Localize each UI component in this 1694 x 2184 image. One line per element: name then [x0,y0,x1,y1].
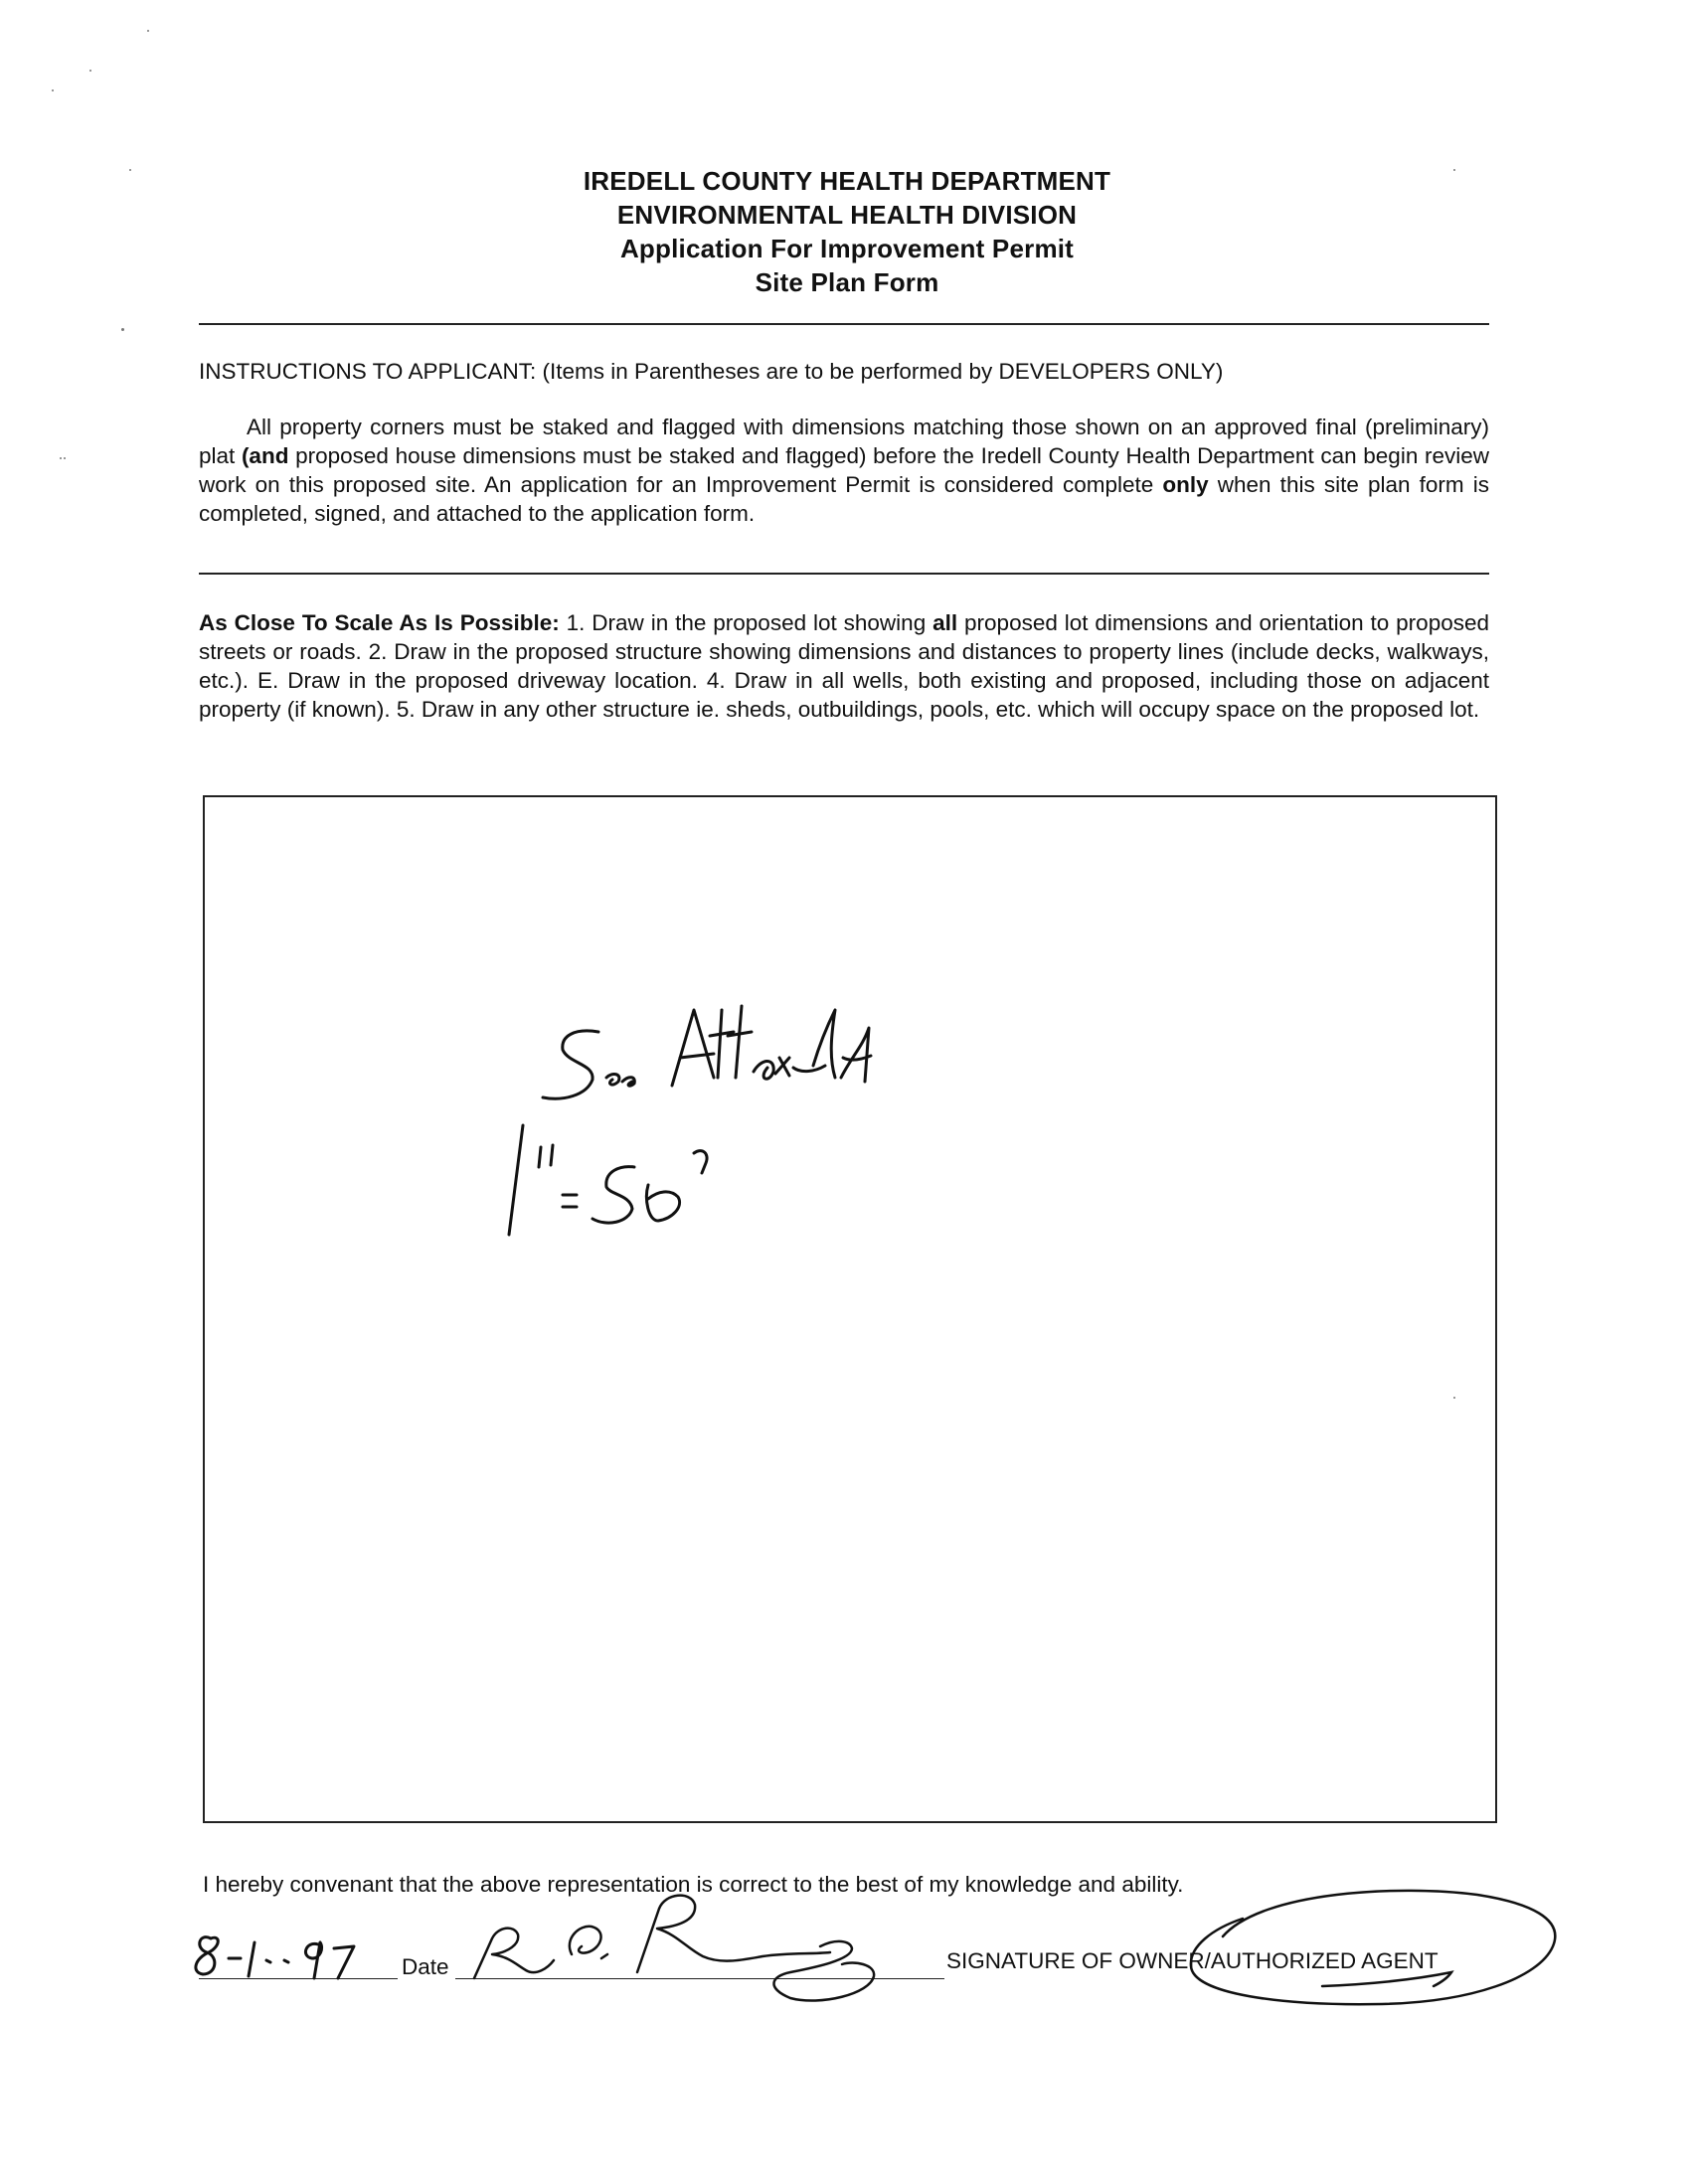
instructions-heading: INSTRUCTIONS TO APPLICANT: (Items in Parentheses are to be performed by DEVELOPERS ONLY) [199,359,1224,384]
instructions-text-3: when this site plan form is completed, signed, and attached to the application form. [199,472,1489,526]
instructions-text-2: proposed house dimensions must be staked and flagged) before the Iredell County Health Department can begin review work on this proposed site. An application for an Improvement Permit is considered complete [199,443,1490,497]
handwriting-inch-mark [539,1145,553,1167]
date-line [199,1978,398,1979]
instructions-text-1: All property corners must be staked and flagged with dimensions matching those shown on an approved final (preliminary) plat [199,415,1489,468]
form-header [0,164,1694,299]
scale-text-1: 1. Draw in the proposed lot showing [559,610,933,635]
circle-tail-stroke [1322,1972,1451,1986]
handwriting-equals-stroke [563,1195,577,1207]
handwriting-s-stroke [543,1031,598,1098]
scan-speck [147,30,149,32]
handwriting-foot-mark [694,1151,707,1173]
handwriting-ached-stroke [754,1010,871,1082]
certification-statement: I hereby convenant that the above representation is correct to the best of my knowledge and ability. [203,1872,1184,1897]
site-plan-drawing-area[interactable] [203,795,1497,1823]
handwriting-zero-stroke [646,1185,679,1221]
header-application-title: Application For Improvement Permit [619,234,1075,263]
handwriting-a-stroke [672,1010,714,1086]
header-division: ENVIRONMENTAL HEALTH DIVISION [616,200,1078,230]
scan-speck [121,328,124,331]
scan-speck [60,457,62,459]
scan-speck [1453,169,1455,171]
instructions-bold-only: only [1162,472,1209,497]
signature-k-stroke [570,1927,607,1958]
date-digit-9 [305,1942,321,1978]
scan-speck [1453,1397,1455,1399]
handwritten-note [205,797,1495,1821]
signature-p-stroke [637,1896,830,1972]
scale-bold-lead: As Close To Scale As Is Possible: [199,610,560,635]
handwriting-ee-stroke [606,1075,634,1087]
scale-text-2: proposed lot dimensions and orientation to proposed streets or roads. 2. Draw in the proposed structure showing dimensions and distances to property lines (include decks, walkways, etc.). E. Draw in the proposed driveway location. 4. Draw in all wells, both existing and proposed, including those on adjacent property (if known). 5. Draw in any other structure ie. sheds, outbuildings, pools, etc. which will occupy space on the proposed lot. [199,610,1489,722]
instructions-body [199,413,1489,528]
header-county-department: IREDELL COUNTY HEALTH DEPARTMENT [583,166,1111,196]
date-digit-7 [334,1946,354,1978]
handwriting-tt-stroke [710,1006,752,1078]
divider-top [199,323,1489,325]
scale-bold-all: all [932,610,958,635]
handwriting-five-stroke [593,1167,634,1223]
scan-speck [64,457,66,459]
signature-r-stroke [474,1929,554,1978]
scan-speck [129,169,131,171]
date-digit-8 [196,1937,218,1974]
scan-speck [89,70,91,72]
date-separator-1 [266,1960,270,1962]
date-digit-1 [249,1942,254,1976]
signature-flourish [773,1941,874,2001]
signature-line [455,1978,944,1979]
handwriting-one-stroke [509,1125,523,1235]
instructions-bold-and: (and [241,443,289,468]
date-separator-2 [284,1960,288,1962]
signature-label: SIGNATURE OF OWNER/AUTHORIZED AGENT [946,1948,1439,1973]
header-form-title: Site Plan Form [755,267,939,297]
scan-speck [52,89,54,91]
divider-middle [199,573,1489,575]
date-label: Date [402,1954,449,1979]
scale-instructions [199,608,1489,724]
